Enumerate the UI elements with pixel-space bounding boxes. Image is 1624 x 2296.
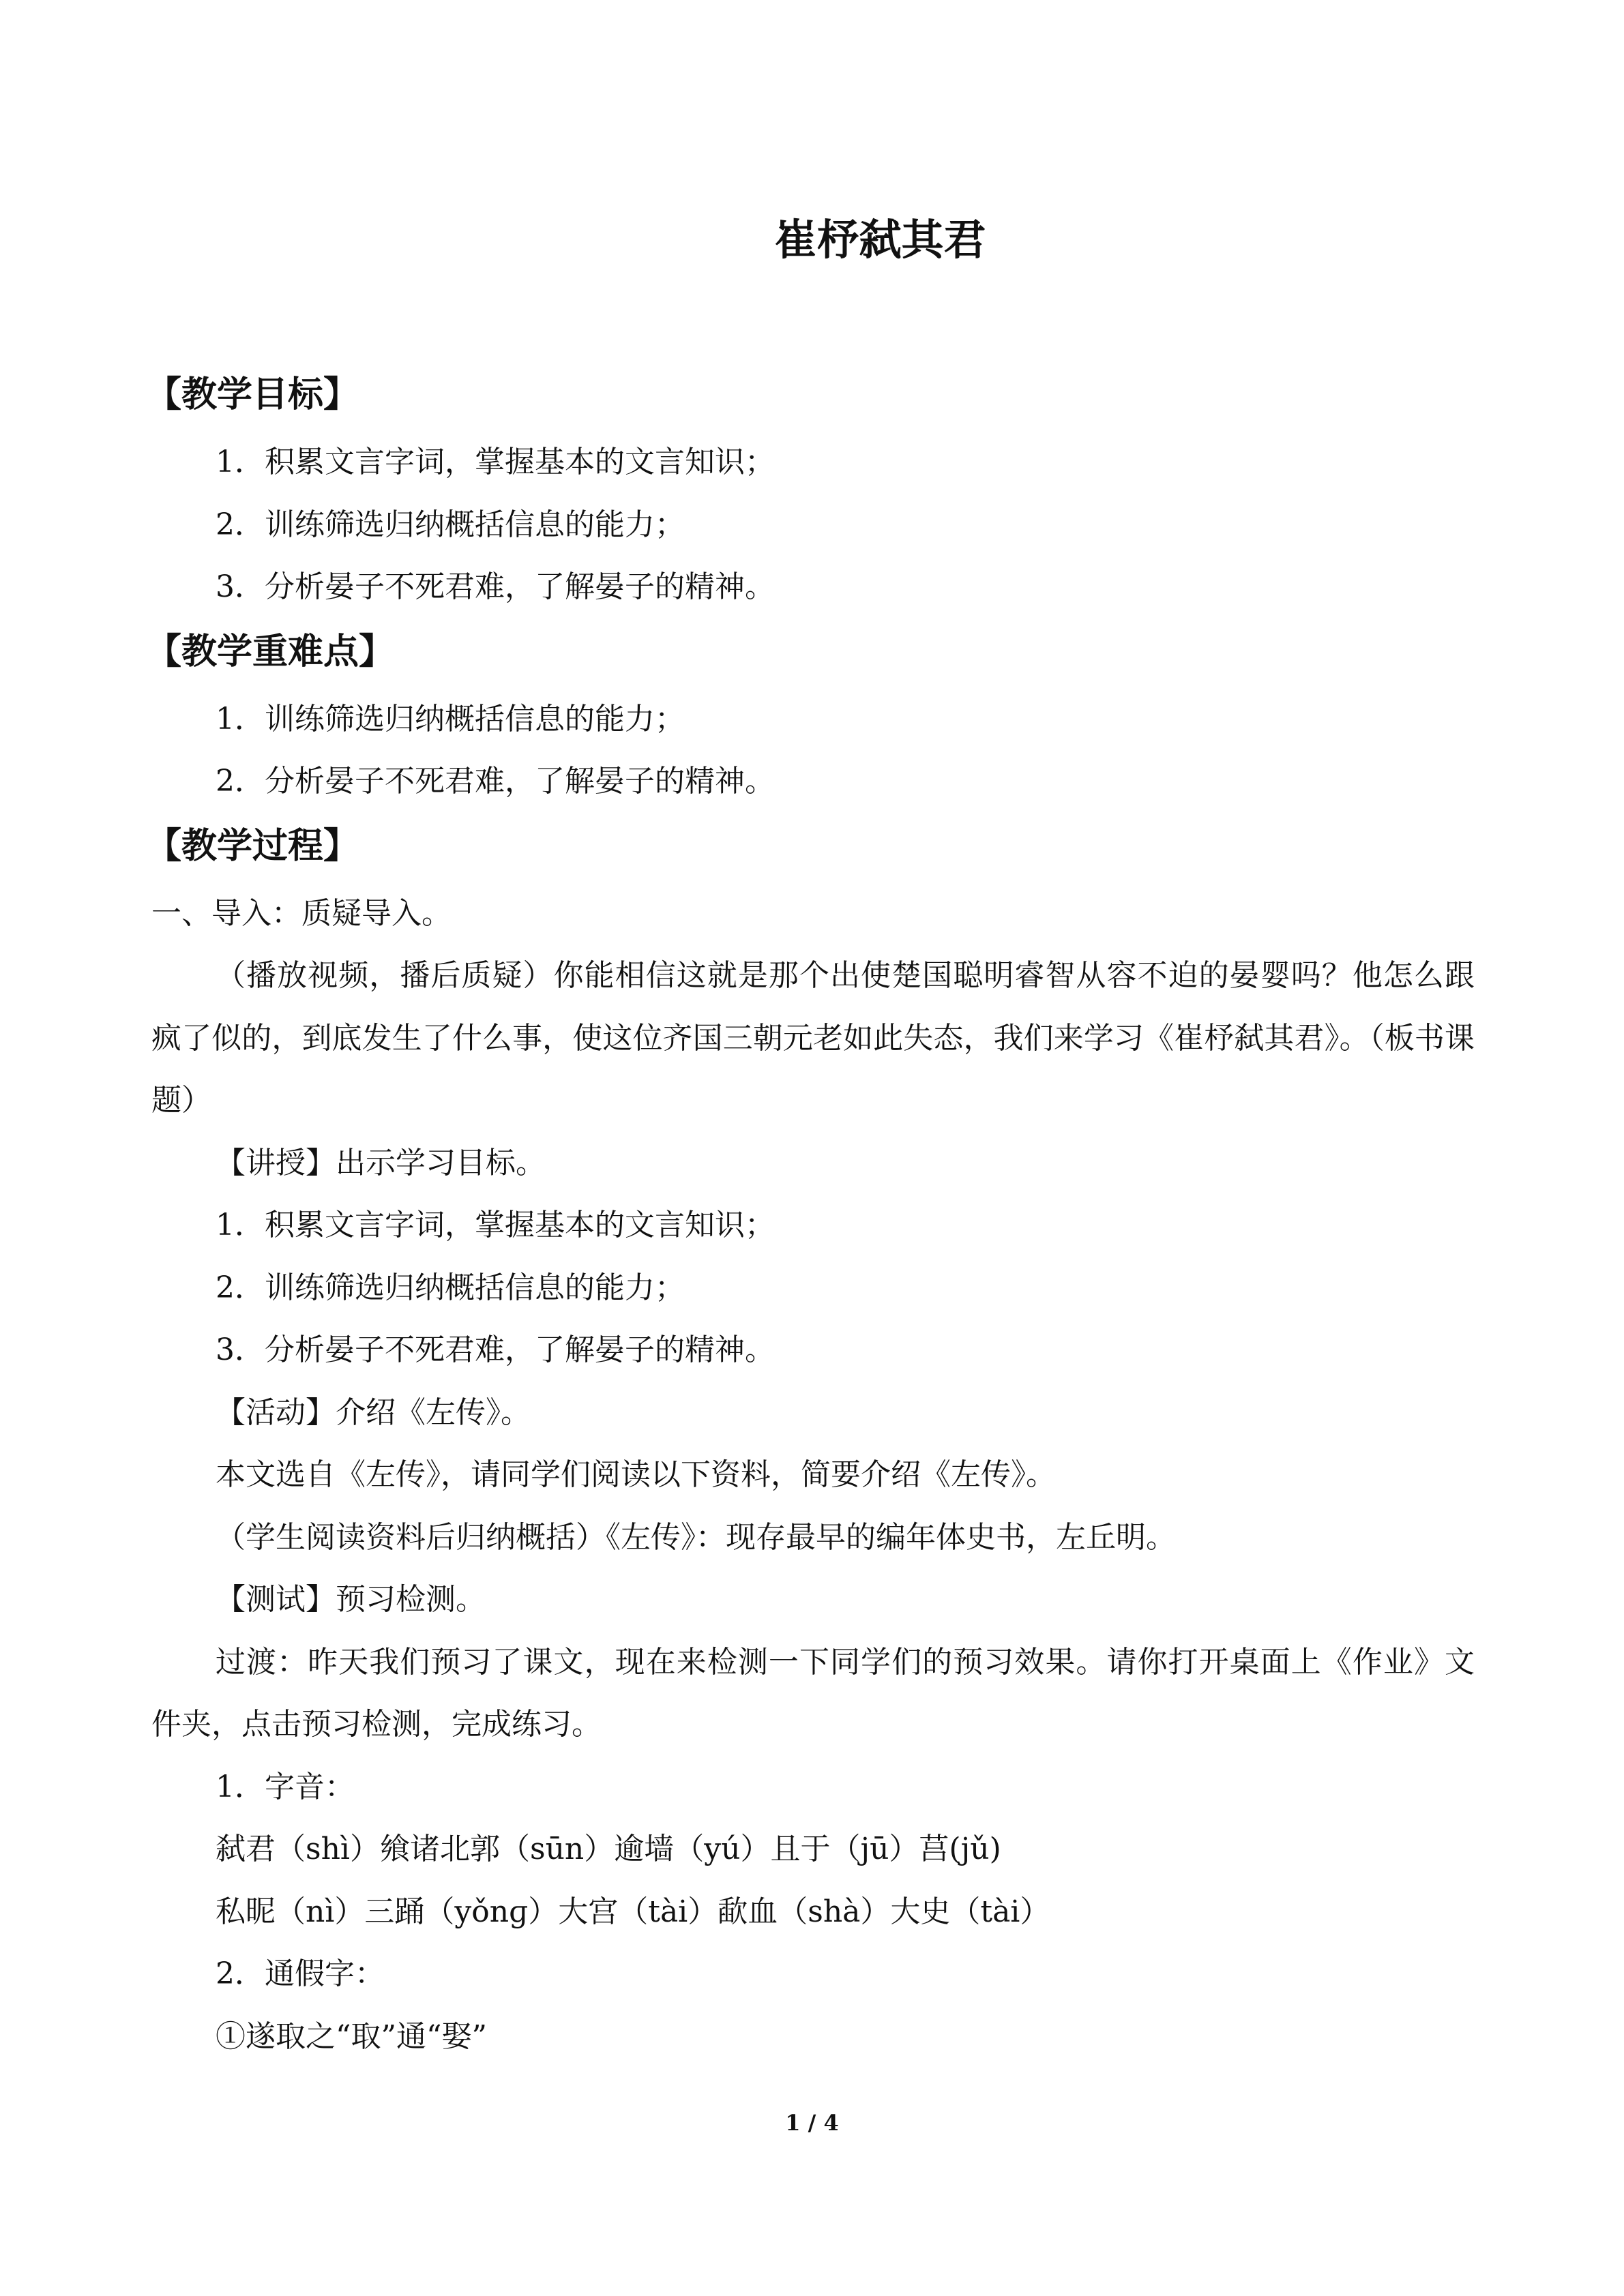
tongjia-item-1: ①遂取之“取”通“娶”	[216, 2018, 487, 2054]
test-label: 【测试】预习检测。	[216, 1582, 486, 1617]
activity-answer: （学生阅读资料后归纳概括）《左传》：现存最早的编年体史书，左丘明。	[216, 1519, 1176, 1555]
section-heading-key-points: 【教学重难点】	[146, 630, 395, 672]
pronunciation-heading: 1．字音：	[216, 1769, 355, 1804]
intro-paragraph: （播放视频，播后质疑）你能相信这就是那个出使楚国聪明睿智从容不迫的晏婴吗？他怎么跟疯了似的，到底发生了什么事，使这位齐国三朝元老如此失态，我们来学习《崔杼弑其君》。（板书课题）	[151, 958, 1475, 1118]
pronunciation-line-2: 私昵（nì）三踊（yǒnɡ）大宫（tài）歃血（shà）大史（tài）	[216, 1894, 1050, 1929]
pronunciation-line-1: 弑君（shì）飨诸北郭（sūn）逾墙（yú）且于（jū）莒(jǔ)	[216, 1832, 1001, 1866]
objective-item-2: 2．训练筛选归纳概括信息的能力；	[216, 1270, 685, 1305]
objective-item-3: 3．分析晏子不死君难，了解晏子的精神。	[216, 1332, 775, 1367]
activity-label: 【活动】介绍《左传》。	[216, 1395, 531, 1430]
intro-line: 一、导入：质疑导入。	[151, 895, 452, 931]
page-separator: /	[800, 2110, 824, 2136]
goal-item-3: 3．分析晏子不死君难，了解晏子的精神。	[216, 569, 775, 604]
document-title: 崔杼弑其君	[774, 215, 986, 265]
objective-item-1: 1．积累文言字词，掌握基本的文言知识；	[216, 1208, 775, 1242]
goal-item-1: 1．积累文言字词，掌握基本的文言知识；	[216, 445, 775, 479]
page-total: 4	[823, 2110, 839, 2136]
section-heading-goals: 【教学目标】	[146, 374, 359, 415]
key-point-item-1: 1．训练筛选归纳概括信息的能力；	[216, 701, 685, 736]
tongjia-heading: 2．通假字：	[216, 1956, 385, 1991]
transition-paragraph: 过渡：昨天我们预习了课文，现在来检测一下同学们的预习效果。请你打开桌面上《作业》文件夹，点击预习检测，完成练习。	[151, 1644, 1475, 1742]
page-current: 1	[785, 2110, 801, 2136]
key-point-item-2: 2．分析晏子不死君难，了解晏子的精神。	[216, 764, 775, 799]
document-body	[146, 361, 1475, 2068]
lecture-label: 【讲授】出示学习目标。	[216, 1145, 546, 1180]
activity-text: 本文选自《左传》，请同学们阅读以下资料，简要介绍《左传》。	[216, 1457, 1056, 1492]
page-number	[0, 2109, 1624, 2136]
section-heading-process: 【教学过程】	[146, 824, 359, 867]
goal-item-2: 2．训练筛选归纳概括信息的能力；	[216, 507, 685, 542]
